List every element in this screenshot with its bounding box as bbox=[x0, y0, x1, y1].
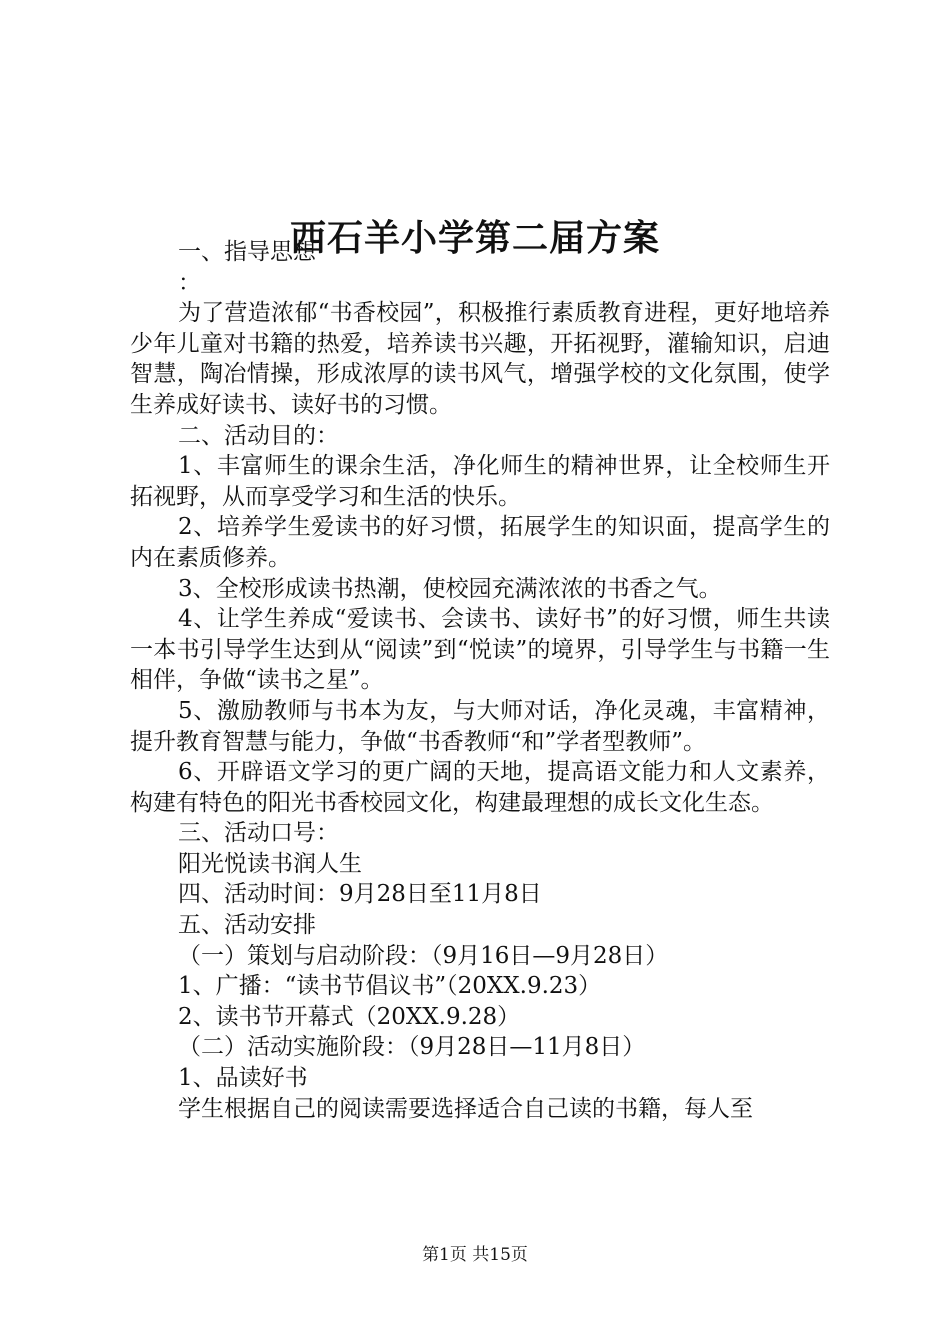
purpose-item-3: 3、全校形成读书热潮，使校园充满浓浓的书香之气。 bbox=[178, 575, 722, 602]
section-heading-purpose: 二、活动目的： bbox=[178, 422, 339, 449]
section-heading-arrangement: 五、活动安排 bbox=[178, 912, 316, 939]
phase-2-heading: （二）活动实施阶段：（9月28日—11月8日） bbox=[178, 1034, 646, 1061]
phase-2-item-1: 1、品读好书 bbox=[178, 1065, 308, 1092]
section-heading-time: 四、活动时间：9月28日至11月8日 bbox=[178, 881, 542, 908]
phase-1-item-2: 2、读书节开幕式（20XX.9.28） bbox=[178, 1003, 521, 1030]
section-heading-slogan: 三、活动口号： bbox=[178, 820, 339, 847]
purpose-item-5: 5、激励教师与书本为友，与大师对话，净化灵魂，丰富精神，提升教育智慧与能力，争做“书香教师“和”学者型教师”。 bbox=[130, 697, 830, 755]
purpose-item-2: 2、培养学生爱读书的好习惯，拓展学生的知识面，提高学生的内在素质修养。 bbox=[130, 514, 830, 571]
phase-1-item-1: 1、广播：“读书节倡议书”（20XX.9.23） bbox=[178, 973, 602, 1000]
colon-line: ： bbox=[178, 269, 201, 296]
purpose-item-1: 1、丰富师生的课余生活，净化师生的精神世界，让全校师生开拓视野，从而享受学习和生活的快乐。 bbox=[130, 453, 830, 510]
page-footer: 第1页 共15页 bbox=[422, 1245, 528, 1265]
purpose-item-6: 6、开辟语文学习的更广阔的天地，提高语文能力和人文素养，构建有特色的阳光书香校园文化，构建最理想的成长文化生态。 bbox=[130, 759, 830, 816]
phase-1-heading: （一）策划与启动阶段：（9月16日—9月28日） bbox=[178, 942, 669, 969]
phase-2-paragraph: 学生根据自己的阅读需要选择适合自己读的书籍，每人至 bbox=[178, 1095, 753, 1122]
purpose-item-4: 4、让学生养成“爱读书、会读书、读好书”的好习惯，师生共读一本书引导学生达到从“阅读”到“悦读”的境界，引导学生与书籍一生相伴，争做“读书之星”。 bbox=[130, 606, 830, 694]
slogan-text: 阳光悦读书润人生 bbox=[178, 850, 362, 877]
document-title: 西石羊小学第二届方案 bbox=[289, 217, 660, 260]
section-heading-guiding-thought: 一、指导思想 bbox=[178, 239, 316, 265]
paragraph-intro: 为了营造浓郁“书香校园”，积极推行素质教育进程，更好地培养少年儿童对书籍的热爱，培养读书兴趣，开拓视野，灌输知识，启迪智慧，陶冶情操，形成浓厚的读书风气，增强学校的文化氛围，使学生养成好读书、读好书的习惯。 bbox=[130, 300, 830, 418]
document-body bbox=[130, 237, 830, 1124]
